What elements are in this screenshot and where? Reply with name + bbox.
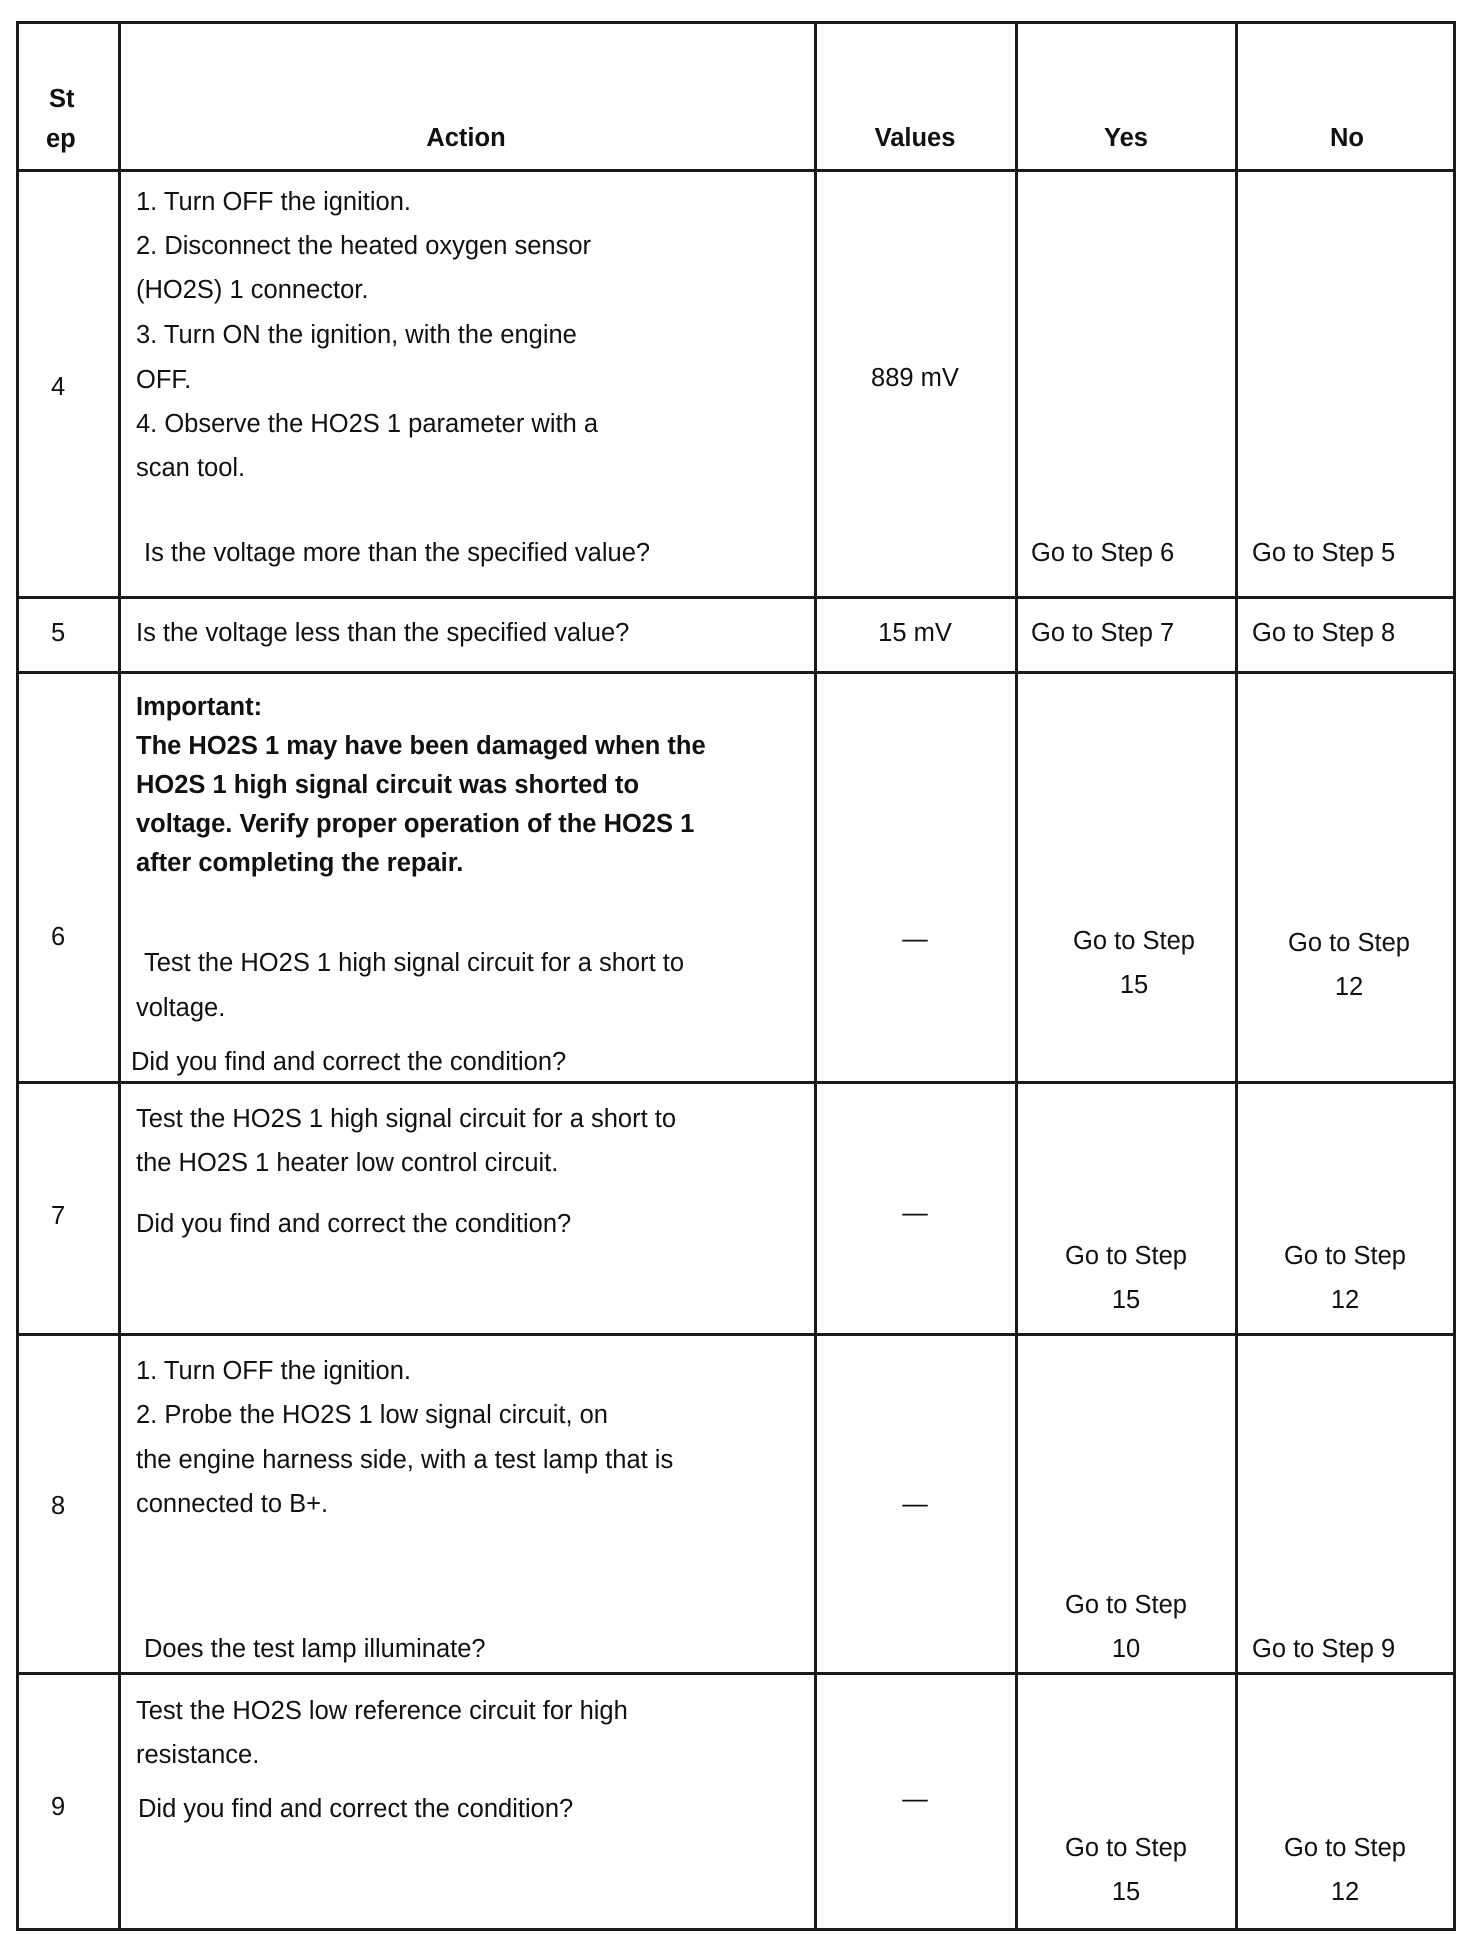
header-step-line1: St	[49, 85, 75, 113]
value-cell: 15 mV	[878, 619, 952, 647]
action-question: Is the voltage less than the specified value?	[136, 619, 630, 647]
yes-cell-line: 15	[1111, 1286, 1141, 1314]
step-number: 5	[51, 619, 66, 647]
action-line: (HO2S) 1 connector.	[136, 276, 369, 304]
value-cell: —	[902, 925, 928, 953]
value-cell: 889 mV	[871, 364, 959, 392]
header-action: Action	[426, 124, 506, 152]
action-line: the HO2S 1 heater low control circuit.	[136, 1149, 559, 1177]
yes-cell-line: Go to Step	[1065, 1242, 1187, 1270]
action-line: the engine harness side, with a test lamp that is	[136, 1446, 674, 1474]
action-question: Does the test lamp illuminate?	[144, 1635, 486, 1663]
action-line: 3. Turn ON the ignition, with the engine	[136, 321, 577, 349]
step-number: 6	[51, 923, 66, 951]
action-line: Test the HO2S 1 high signal circuit for a short to	[144, 949, 685, 977]
yes-cell-line: Go to Step	[1065, 1834, 1187, 1862]
action-line: Test the HO2S 1 high signal circuit for a short to	[136, 1105, 677, 1133]
no-cell: Go to Step 8	[1252, 619, 1396, 647]
column-divider	[1235, 24, 1238, 1928]
important-note-line: voltage. Verify proper operation of the HO2S 1	[136, 810, 695, 838]
yes-cell-line: 10	[1111, 1635, 1141, 1663]
action-line: scan tool.	[136, 454, 246, 482]
action-question: Did you find and correct the condition?	[136, 1210, 572, 1238]
action-line: resistance.	[136, 1741, 260, 1769]
column-divider	[118, 24, 121, 1928]
action-line: 1. Turn OFF the ignition.	[136, 1357, 411, 1385]
action-question: Did you find and correct the condition?	[131, 1048, 567, 1076]
value-cell: —	[902, 1785, 928, 1813]
action-line: OFF.	[136, 366, 192, 394]
value-cell: —	[902, 1490, 928, 1518]
action-line: 2. Probe the HO2S 1 low signal circuit, on	[136, 1401, 608, 1429]
yes-cell-line: 15	[1119, 971, 1149, 999]
step-number: 8	[51, 1492, 66, 1520]
action-question: Did you find and correct the condition?	[138, 1795, 574, 1823]
header-values: Values	[874, 124, 956, 152]
action-line: connected to B+.	[136, 1490, 329, 1518]
important-note-line: The HO2S 1 may have been damaged when the	[136, 732, 706, 760]
diagnostic-table	[16, 21, 1456, 1931]
no-cell: Go to Step 5	[1252, 539, 1396, 567]
action-line: 4. Observe the HO2S 1 parameter with a	[136, 410, 599, 438]
important-note-line: HO2S 1 high signal circuit was shorted to	[136, 771, 640, 799]
action-line: voltage.	[136, 994, 226, 1022]
no-cell-line: Go to Step	[1284, 1242, 1406, 1270]
important-note-line: after completing the repair.	[136, 849, 464, 877]
column-divider	[1015, 24, 1018, 1928]
yes-cell-line: Go to Step	[1065, 1591, 1187, 1619]
header-yes: Yes	[1104, 124, 1148, 152]
step-number: 7	[51, 1202, 66, 1230]
action-line: Test the HO2S low reference circuit for high	[136, 1697, 628, 1725]
yes-cell-line: Go to Step	[1073, 927, 1195, 955]
header-no: No	[1330, 124, 1364, 152]
no-cell-line: Go to Step	[1284, 1834, 1406, 1862]
yes-cell-line: 15	[1111, 1878, 1141, 1906]
step-number: 9	[51, 1793, 66, 1821]
action-line: 1. Turn OFF the ignition.	[136, 188, 411, 216]
action-line: 2. Disconnect the heated oxygen sensor	[136, 232, 592, 260]
yes-cell: Go to Step 6	[1031, 539, 1175, 567]
step-number: 4	[51, 373, 66, 401]
column-divider	[814, 24, 817, 1928]
no-cell: Go to Step 9	[1252, 1635, 1396, 1663]
yes-cell: Go to Step 7	[1031, 619, 1175, 647]
important-label: Important:	[136, 693, 263, 721]
value-cell: —	[902, 1199, 928, 1227]
no-cell-line: 12	[1330, 1286, 1360, 1314]
action-question: Is the voltage more than the specified value?	[144, 539, 651, 567]
no-cell-line: Go to Step	[1288, 929, 1410, 957]
no-cell-line: 12	[1334, 973, 1364, 1001]
no-cell-line: 12	[1330, 1878, 1360, 1906]
header-step-line2: ep	[46, 125, 76, 153]
